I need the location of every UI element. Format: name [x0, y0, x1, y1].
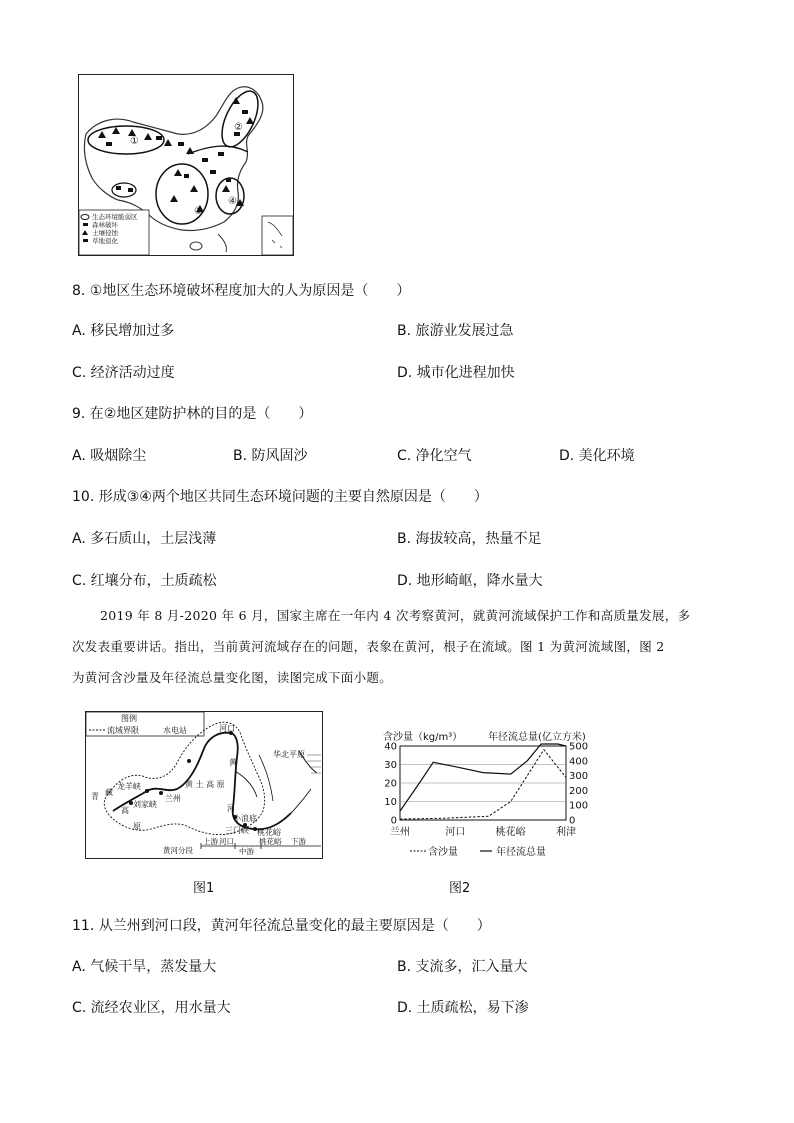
- label-yuan: 原: [133, 822, 141, 831]
- chart-left-tick-label: 40: [384, 741, 397, 753]
- q11-option-d[interactable]: D. 土质疏松，易下渗: [397, 1000, 529, 1016]
- q10-stem: 10. 形成③④两个地区共同生态环境问题的主要自然原因是（ ）: [72, 489, 488, 505]
- q8-option-d[interactable]: D. 城市化进程加快: [397, 365, 515, 381]
- fig1-caption: 图1: [193, 881, 215, 896]
- chart-legend-runoff: 年径流总量: [496, 847, 546, 858]
- passage-line-2: 次发表重要讲话。指出，当前黄河流域存在的问题，表象在黄河，根子在流域。图 1 为黄河流域图，图 2: [72, 639, 665, 654]
- chart-right-tick-label: 400: [569, 756, 589, 768]
- fig2-caption: 图2: [449, 881, 471, 896]
- q11-option-a[interactable]: A. 气候干旱，蒸发量大: [72, 959, 217, 975]
- q11-option-b[interactable]: B. 支流多，汇入量大: [397, 959, 528, 975]
- chart-series-runoff: [400, 744, 566, 811]
- marker-4: ④: [228, 196, 237, 207]
- q10-option-c[interactable]: C. 红壤分布，土质疏松: [72, 573, 217, 589]
- legend-soil-erosion: 土壤侵蚀: [92, 229, 118, 237]
- q8-option-b[interactable]: B. 旅游业发展过急: [397, 323, 514, 339]
- chart-left-axis-label: 含沙量（kg/m³）: [383, 732, 463, 743]
- label-gao: 高: [121, 806, 129, 815]
- label-longyangxia: 龙羊峡: [117, 782, 141, 791]
- legend-fragile-zone: 生态环境脆弱区: [92, 213, 138, 221]
- chart-right-axis-label: 年径流总量(亿立方米): [488, 732, 586, 743]
- chart-right-tick-label: 300: [569, 771, 589, 783]
- marker-1: ①: [130, 136, 139, 147]
- fig1-legend-station: 水电站: [163, 726, 187, 735]
- passage-line-3: 为黄河含沙量及年径流总量变化图，读图完成下面小题。: [72, 670, 393, 685]
- fig1-legend-title: 图例: [121, 714, 137, 723]
- q10-option-b[interactable]: B. 海拔较高，热量不足: [397, 531, 542, 547]
- label-qing: 青: [91, 792, 99, 801]
- chart-x-tick-label: 河口: [445, 827, 466, 838]
- yellow-river-basin-map: [85, 711, 323, 859]
- q10-option-a[interactable]: A. 多石质山，土层浅薄: [72, 531, 217, 547]
- chart-right-tick-label: 100: [569, 800, 589, 812]
- q8-option-c[interactable]: C. 经济活动过度: [72, 365, 175, 381]
- chart-legend-sediment: 含沙量: [428, 847, 458, 858]
- chart-x-tick-label: 桃花峪: [495, 827, 526, 838]
- legend-forest: 森林破坏: [92, 221, 118, 229]
- label-loess-plateau: 黄 土 高 原: [185, 780, 225, 789]
- chart-left-tick-label: 30: [384, 760, 397, 771]
- legend-grassland: 草地退化: [92, 237, 118, 245]
- chart-right-tick-label: 0: [569, 815, 576, 827]
- segments-title: 黄河分段: [163, 846, 193, 855]
- chart-x-tick-label: 兰州: [390, 827, 410, 838]
- chart-x-tick-label: 利津: [556, 827, 576, 838]
- q8-stem: 8. ①地区生态环境破坏程度加大的人为原因是（ ）: [72, 283, 411, 299]
- label-taohuayu: 桃花峪: [257, 828, 281, 837]
- china-ecology-map: [78, 74, 294, 256]
- label-he: 河: [227, 804, 235, 813]
- segment-upper: 上游: [203, 837, 218, 846]
- segment-middle: 中游: [239, 847, 254, 856]
- chart-left-tick-label: 10: [384, 797, 397, 808]
- label-zang: 藏: [105, 788, 113, 797]
- label-lanzhou: 兰州: [165, 794, 181, 803]
- label-liujiaxia: 刘家峡: [133, 800, 157, 809]
- q9-option-c[interactable]: C. 净化空气: [397, 448, 472, 464]
- chart-left-tick-label: 0: [390, 815, 397, 827]
- q11-stem: 11. 从兰州到河口段，黄河年径流总量变化的最主要原因是（ ）: [72, 918, 491, 934]
- fig1-legend-boundary: 流域界限: [107, 726, 139, 735]
- q9-stem: 9. 在②地区建防护林的目的是（ ）: [72, 406, 313, 422]
- label-hekou: 河口: [219, 724, 235, 733]
- marker-2: ②: [234, 122, 243, 133]
- marker-3: ③: [194, 206, 203, 217]
- q8-option-a[interactable]: A. 移民增加过多: [72, 323, 175, 339]
- chart-right-tick-label: 200: [569, 785, 589, 797]
- segment-taohuayu: 桃花峪: [259, 837, 282, 846]
- chart-left-tick-label: 20: [384, 778, 397, 790]
- segment-hekou: 河口: [219, 837, 234, 846]
- label-xiaolangdi: 小浪底: [233, 814, 257, 823]
- chart-right-tick-label: 500: [569, 741, 589, 753]
- passage-line-1: 2019 年 8 月-2020 年 6 月，国家主席在一年内 4 次考察黄河，就黄河流域保护工作和高质量发展，多: [100, 608, 691, 623]
- segment-lower: 下游: [291, 837, 306, 846]
- q9-option-b[interactable]: B. 防风固沙: [233, 448, 308, 464]
- chart-series-sediment: [400, 750, 566, 819]
- label-huang: 黄: [229, 758, 237, 767]
- q11-option-c[interactable]: C. 流经农业区，用水量大: [72, 1000, 231, 1016]
- q9-option-d[interactable]: D. 美化环境: [559, 448, 635, 464]
- label-huabei-plain: 华北平原: [273, 750, 305, 759]
- sediment-runoff-chart: [380, 727, 612, 861]
- q10-option-d[interactable]: D. 地形崎岖，降水量大: [397, 573, 543, 589]
- q9-option-a[interactable]: A. 吸烟除尘: [72, 448, 147, 464]
- label-sanmenxia: 三门峡: [225, 826, 249, 835]
